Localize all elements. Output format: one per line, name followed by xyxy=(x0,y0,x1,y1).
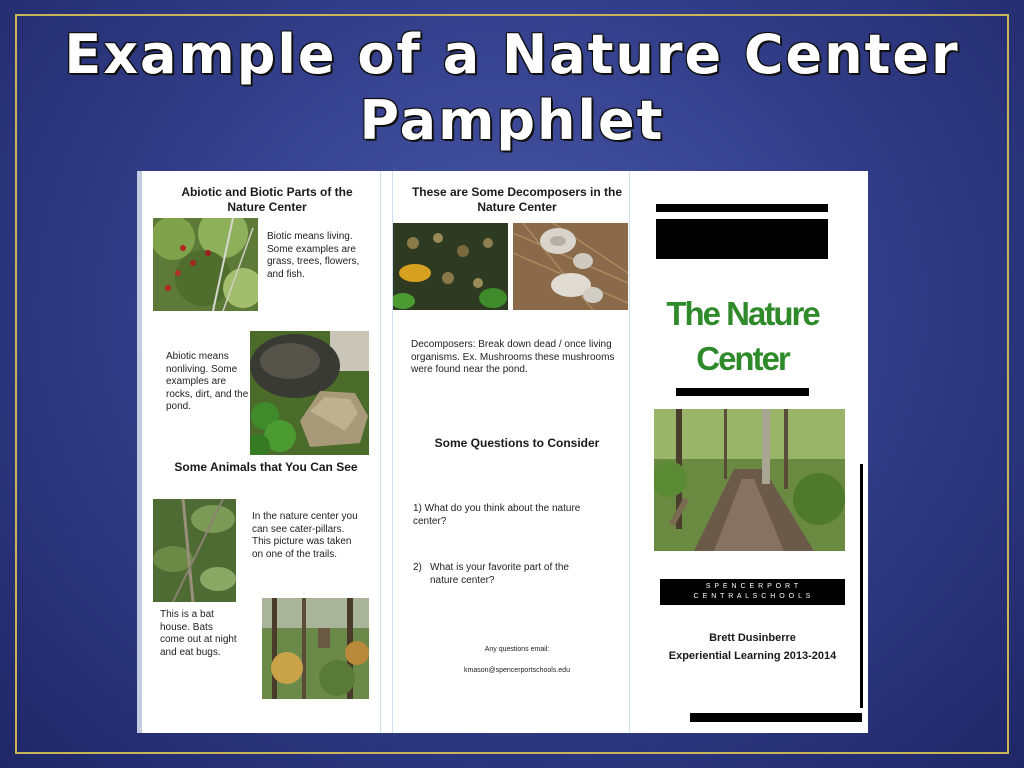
slide-title xyxy=(0,22,1024,154)
decomposer-mushroom-photo xyxy=(513,223,628,310)
caterpillar-photo xyxy=(153,499,236,602)
cover-bottom-bar xyxy=(690,713,862,722)
bat-house-photo xyxy=(262,598,369,699)
school-banner-line2: C E N T R A L S C H O O L S xyxy=(693,593,812,600)
decomposer-description: Decomposers: Break down dead / once living organisms. Ex. Mushrooms these mushrooms were found near the pond. xyxy=(411,339,615,375)
biotic-abiotic-heading: Abiotic and Biotic Parts of the Nature Center xyxy=(181,185,353,214)
school-banner-line1: S P E N C E R P O R T xyxy=(705,583,800,590)
caterpillar-description: In the nature center you can see cater-pillars. This picture was taken on one of the trails. xyxy=(252,511,358,560)
cover-title xyxy=(640,291,845,381)
decomposer-acorn-photo xyxy=(393,223,508,310)
biotic-description: Biotic means living. Some examples are grass, trees, flowers, and fish. xyxy=(267,231,360,280)
cover-divider-bar xyxy=(676,388,809,396)
cover-trail-photo xyxy=(654,409,845,551)
question-2: What is your favorite part of the nature center? xyxy=(430,562,569,586)
abiotic-description: Abiotic means nonliving. Some examples are rocks, dirt, and the pond. xyxy=(166,351,249,412)
bat-house-description: This is a bat house. Bats come out at night and eat bugs. xyxy=(160,609,237,658)
cover-title-line1: The Nature xyxy=(666,295,819,332)
email-address: kmason@spencerportschools.edu xyxy=(464,667,570,674)
questions-heading: Some Questions to Consider xyxy=(434,436,600,450)
pamphlet-panel-cover xyxy=(640,171,868,733)
cover-black-block xyxy=(656,219,828,259)
decomposers-heading: These are Some Decomposers in the Nature Center xyxy=(411,185,623,214)
slide-title-line2: Pamphlet xyxy=(359,89,665,152)
author-name: Brett Dusinberre xyxy=(709,632,796,644)
abiotic-rocks-photo xyxy=(250,331,369,455)
slide-title-line1: Example of a Nature Center xyxy=(64,23,960,86)
question-2-number: 2) xyxy=(413,562,422,573)
pamphlet-panel-middle xyxy=(392,171,630,733)
cover-black-bar xyxy=(656,204,828,212)
program-name: Experiential Learning 2013-2014 xyxy=(668,650,837,662)
email-label: Any questions email: xyxy=(484,646,550,653)
biotic-tree-photo xyxy=(153,218,258,311)
pamphlet-image xyxy=(137,171,868,733)
animals-heading: Some Animals that You Can See xyxy=(174,460,358,474)
cover-vertical-bar xyxy=(860,464,863,708)
school-banner xyxy=(660,579,845,605)
pamphlet-panel-left xyxy=(142,171,381,733)
question-1: 1) What do you think about the nature center? xyxy=(413,503,581,527)
cover-title-line2: Center xyxy=(696,340,789,377)
